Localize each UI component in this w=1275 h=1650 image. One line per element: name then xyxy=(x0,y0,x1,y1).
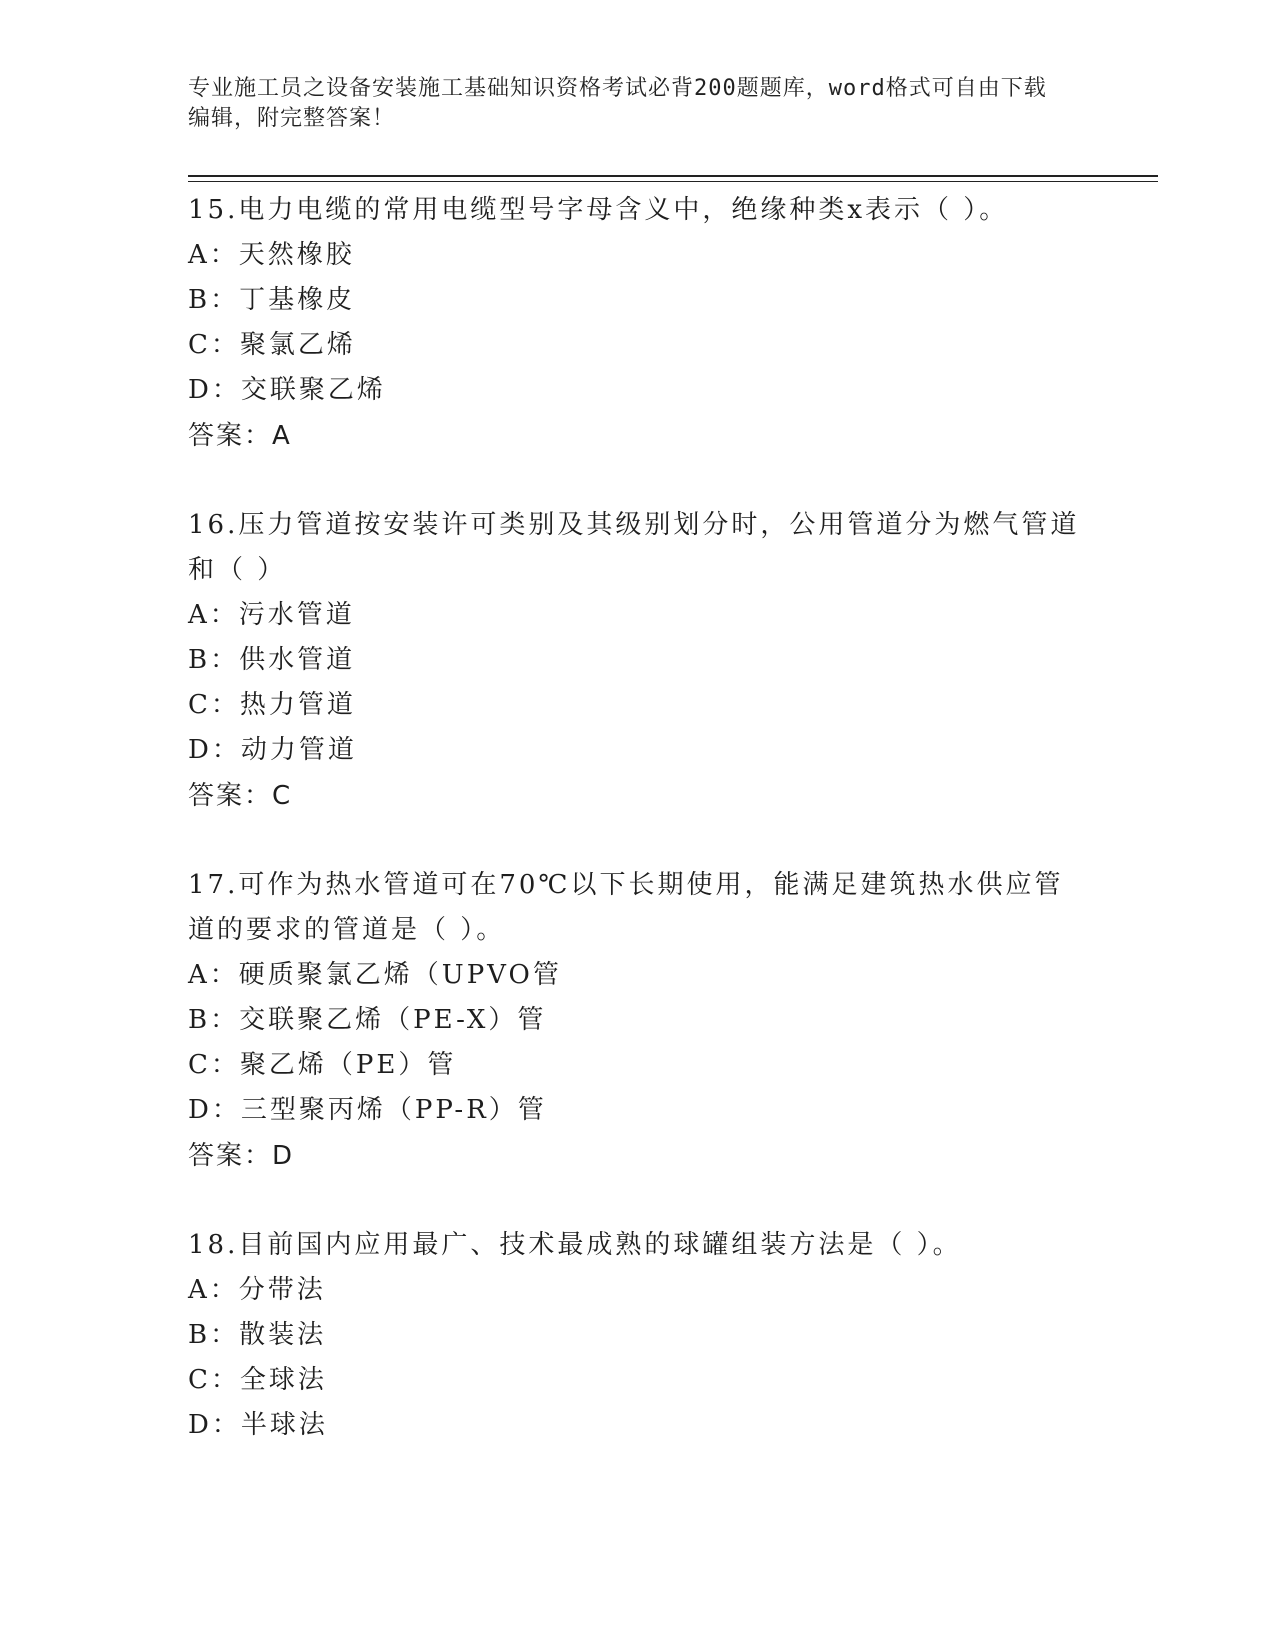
answer-value: C xyxy=(272,781,292,811)
document-header: 专业施工员之设备安装施工基础知识资格考试必背200题题库，word格式可自由下载编辑，附完整答案！ xyxy=(188,76,1047,131)
answer-label: 答案： xyxy=(188,421,273,451)
option-b: B：丁基橡皮 xyxy=(188,285,356,315)
question-18 xyxy=(188,1223,1088,1448)
option-d: D：动力管道 xyxy=(188,735,357,765)
option-b: B：散装法 xyxy=(188,1320,327,1350)
option-b: B：供水管道 xyxy=(188,645,356,675)
option-c: C：聚乙烯（PE）管 xyxy=(188,1050,457,1080)
answer-value: D xyxy=(272,1141,294,1171)
question-stem: 16.压力管道按安装许可类别及其级别划分时，公用管道分为燃气管道和（ ） xyxy=(188,510,1080,585)
question-stem: 15.电力电缆的常用电缆型号字母含义中，绝缘种类x表示（ ）。 xyxy=(188,195,1009,225)
option-b: B：交联聚乙烯（PE-X）管 xyxy=(188,1005,547,1035)
option-a: A：污水管道 xyxy=(188,600,355,630)
answer-value: A xyxy=(272,421,291,451)
question-17 xyxy=(188,863,1088,1179)
question-15 xyxy=(188,188,1088,459)
answer-label: 答案： xyxy=(188,1141,273,1171)
answer-line xyxy=(188,413,1088,459)
answer-label: 答案： xyxy=(188,781,273,811)
option-d: D：三型聚丙烯（PP-R）管 xyxy=(188,1095,547,1125)
answer-line xyxy=(188,1133,1088,1179)
answer-line xyxy=(188,773,1088,819)
option-c: C：全球法 xyxy=(188,1365,327,1395)
option-c: C：热力管道 xyxy=(188,690,356,720)
question-list xyxy=(188,188,1088,1492)
option-c: C：聚氯乙烯 xyxy=(188,330,356,360)
question-stem: 17.可作为热水管道可在70℃以下长期使用，能满足建筑热水供应管道的要求的管道是（ ）。 xyxy=(188,870,1064,945)
option-a: A：天然橡胶 xyxy=(188,240,355,270)
option-a: A：分带法 xyxy=(188,1275,326,1305)
option-d: D：交联聚乙烯 xyxy=(188,375,386,405)
header-rule-thick xyxy=(188,175,1158,177)
option-a: A：硬质聚氯乙烯（UPVO管 xyxy=(188,960,562,990)
question-16 xyxy=(188,503,1088,819)
option-d: D：半球法 xyxy=(188,1410,328,1440)
header-rule-thin xyxy=(188,181,1158,182)
question-stem: 18.目前国内应用最广、技术最成熟的球罐组装方法是（ ）。 xyxy=(188,1230,962,1260)
